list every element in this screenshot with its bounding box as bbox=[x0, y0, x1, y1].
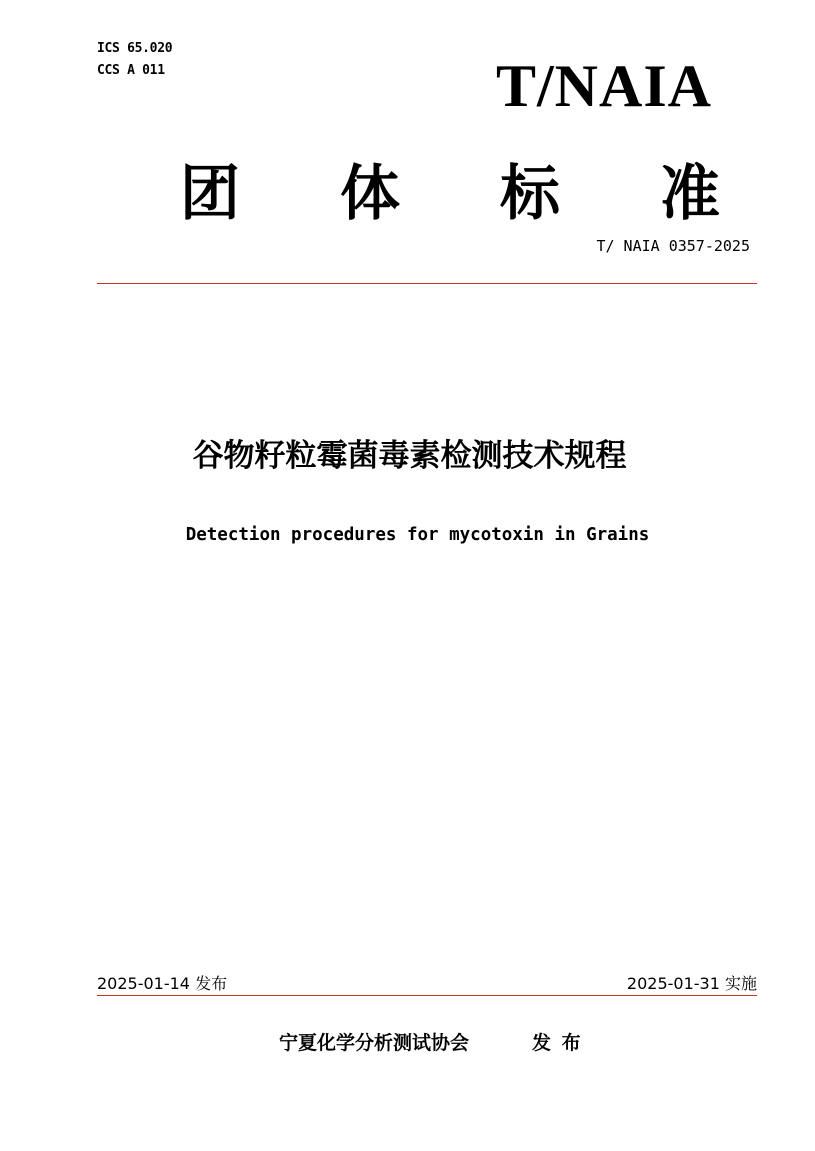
implementation-date: 2025-01-31 实施 bbox=[626, 974, 757, 993]
document-type-heading bbox=[180, 158, 720, 230]
ccs-code: CCS A 011 bbox=[97, 63, 165, 78]
top-divider bbox=[97, 283, 757, 284]
publisher-name: 宁夏化学分析测试协会 bbox=[279, 1032, 470, 1054]
title-chinese: 谷物籽粒霉菌毒素检测技术规程 bbox=[192, 438, 627, 474]
doc-type-char: 体 bbox=[340, 159, 400, 229]
doc-type-char: 标 bbox=[500, 159, 560, 229]
doc-type-char: 准 bbox=[660, 159, 720, 229]
standard-brand: T/NAIA bbox=[495, 53, 712, 119]
ics-code: ICS 65.020 bbox=[97, 41, 173, 56]
doc-type-char: 团 bbox=[180, 159, 240, 229]
title-english: Detection procedures for mycotoxin in Grains bbox=[185, 525, 650, 545]
publish-label: 发 布 bbox=[532, 1032, 581, 1054]
publish-date: 2025-01-14 发布 bbox=[97, 974, 228, 993]
standard-number: T/ NAIA 0357-2025 bbox=[596, 237, 750, 255]
bottom-divider bbox=[97, 995, 757, 996]
